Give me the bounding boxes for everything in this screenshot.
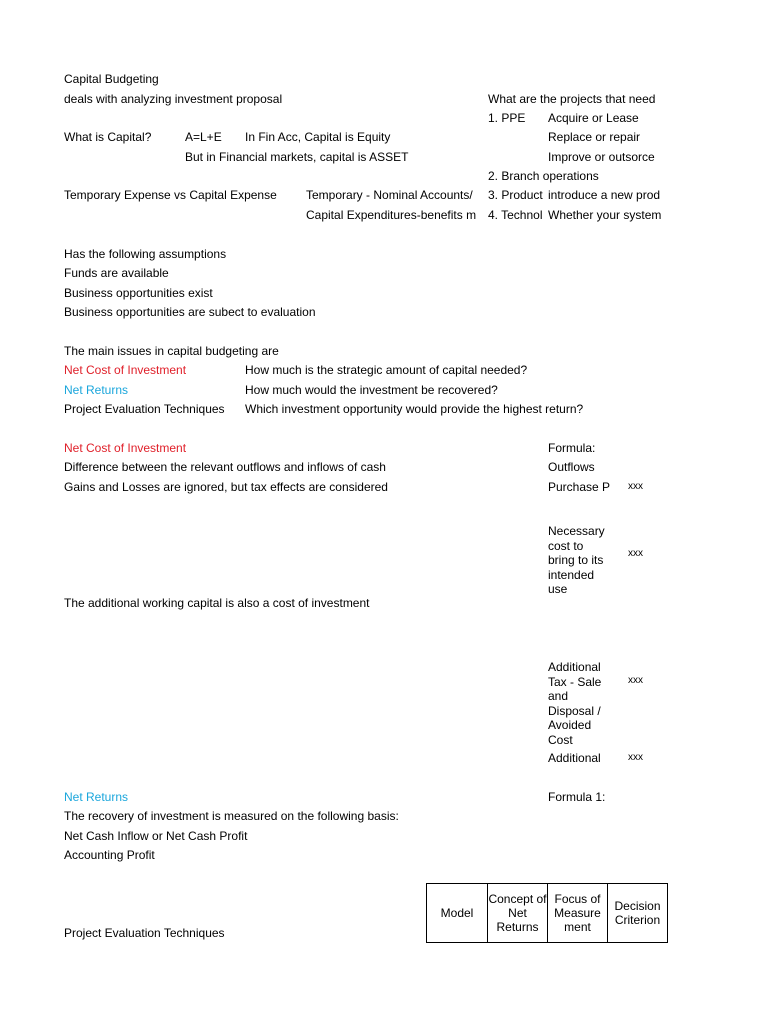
issue-question: How much is the strategic amount of capital needed? [245,363,528,377]
assumption-item: Business opportunities exist [64,286,213,300]
techniques-table [426,883,668,943]
net-returns-heading: Net Returns [64,790,129,804]
net-cost-line: Difference between the relevant outflows and inflows of cash [64,460,386,474]
outflow-item-label: Additional Tax - Sale and Disposal / Avoided Cost [548,660,602,747]
what-is-capital-label: What is Capital? [64,130,152,144]
issue-label-net-cost: Net Cost of Investment [64,363,187,377]
project-item-label: 2. Branch operations [488,169,599,183]
issue-label-net-returns: Net Returns [64,383,129,397]
techniques-label: Project Evaluation Techniques [64,926,225,940]
issues-heading: The main issues in capital budgeting are [64,344,279,358]
outflow-item-label: Additional [548,751,601,765]
outflow-item-label: Necessary cost to bring to its intended use [548,524,605,596]
temp-vs-capital-label: Temporary Expense vs Capital Expense [64,188,277,202]
doc-description: deals with analyzing investment proposal [64,92,283,106]
net-returns-line: Net Cash Inflow or Net Cash Profit [64,829,248,843]
fin-acc-note: In Fin Acc, Capital is Equity [245,130,391,144]
table-header-cell: Concept of Net Returns [488,884,548,943]
capex-note: Capital Expenditures-benefits m [306,208,477,222]
outflow-item-label: Purchase P [548,480,611,494]
net-returns-line: Accounting Profit [64,848,155,862]
outflow-item-value: xxx [628,752,643,763]
assumption-item: Business opportunities are subect to evaluation [64,305,316,319]
fin-markets-note: But in Financial markets, capital is ASSET [185,150,409,164]
outflow-item-value: xxx [628,675,643,686]
temporary-note: Temporary - Nominal Accounts/ [306,188,473,202]
table-header-cell: Decision Criterion [608,884,668,943]
formula-label: Formula: [548,441,596,455]
projects-heading: What are the projects that need [488,92,656,106]
net-cost-line: Gains and Losses are ignored, but tax effects are considered [64,480,388,494]
doc-title: Capital Budgeting [64,72,159,86]
assumptions-heading: Has the following assumptions [64,247,227,261]
table-row [427,884,668,943]
project-item-label: 3. Product [488,188,543,202]
table-header-cell: Focus of Measure ment [548,884,608,943]
net-cost-line: The additional working capital is also a cost of investment [64,596,370,610]
project-item-detail: introduce a new prod [548,188,661,202]
net-returns-line: The recovery of investment is measured on the following basis: [64,809,399,823]
project-item-label: 4. Technol [488,208,543,222]
formula-1-label: Formula 1: [548,790,606,804]
outflow-item-value: xxx [628,481,643,492]
net-cost-heading: Net Cost of Investment [64,441,187,455]
project-item-detail: Whether your system [548,208,662,222]
issue-label-techniques: Project Evaluation Techniques [64,402,225,416]
capital-formula: A=L+E [185,130,222,144]
project-item-detail: Replace or repair [548,130,641,144]
outflow-item-value: xxx [628,548,643,559]
issue-question: Which investment opportunity would provide the highest return? [245,402,584,416]
project-item-label: 1. PPE [488,111,526,125]
project-item-detail: Improve or outsorce [548,150,655,164]
table-header-cell: Model [427,884,488,943]
project-item-detail: Acquire or Lease [548,111,639,125]
outflows-label: Outflows [548,460,595,474]
assumption-item: Funds are available [64,266,169,280]
issue-question: How much would the investment be recovered? [245,383,498,397]
